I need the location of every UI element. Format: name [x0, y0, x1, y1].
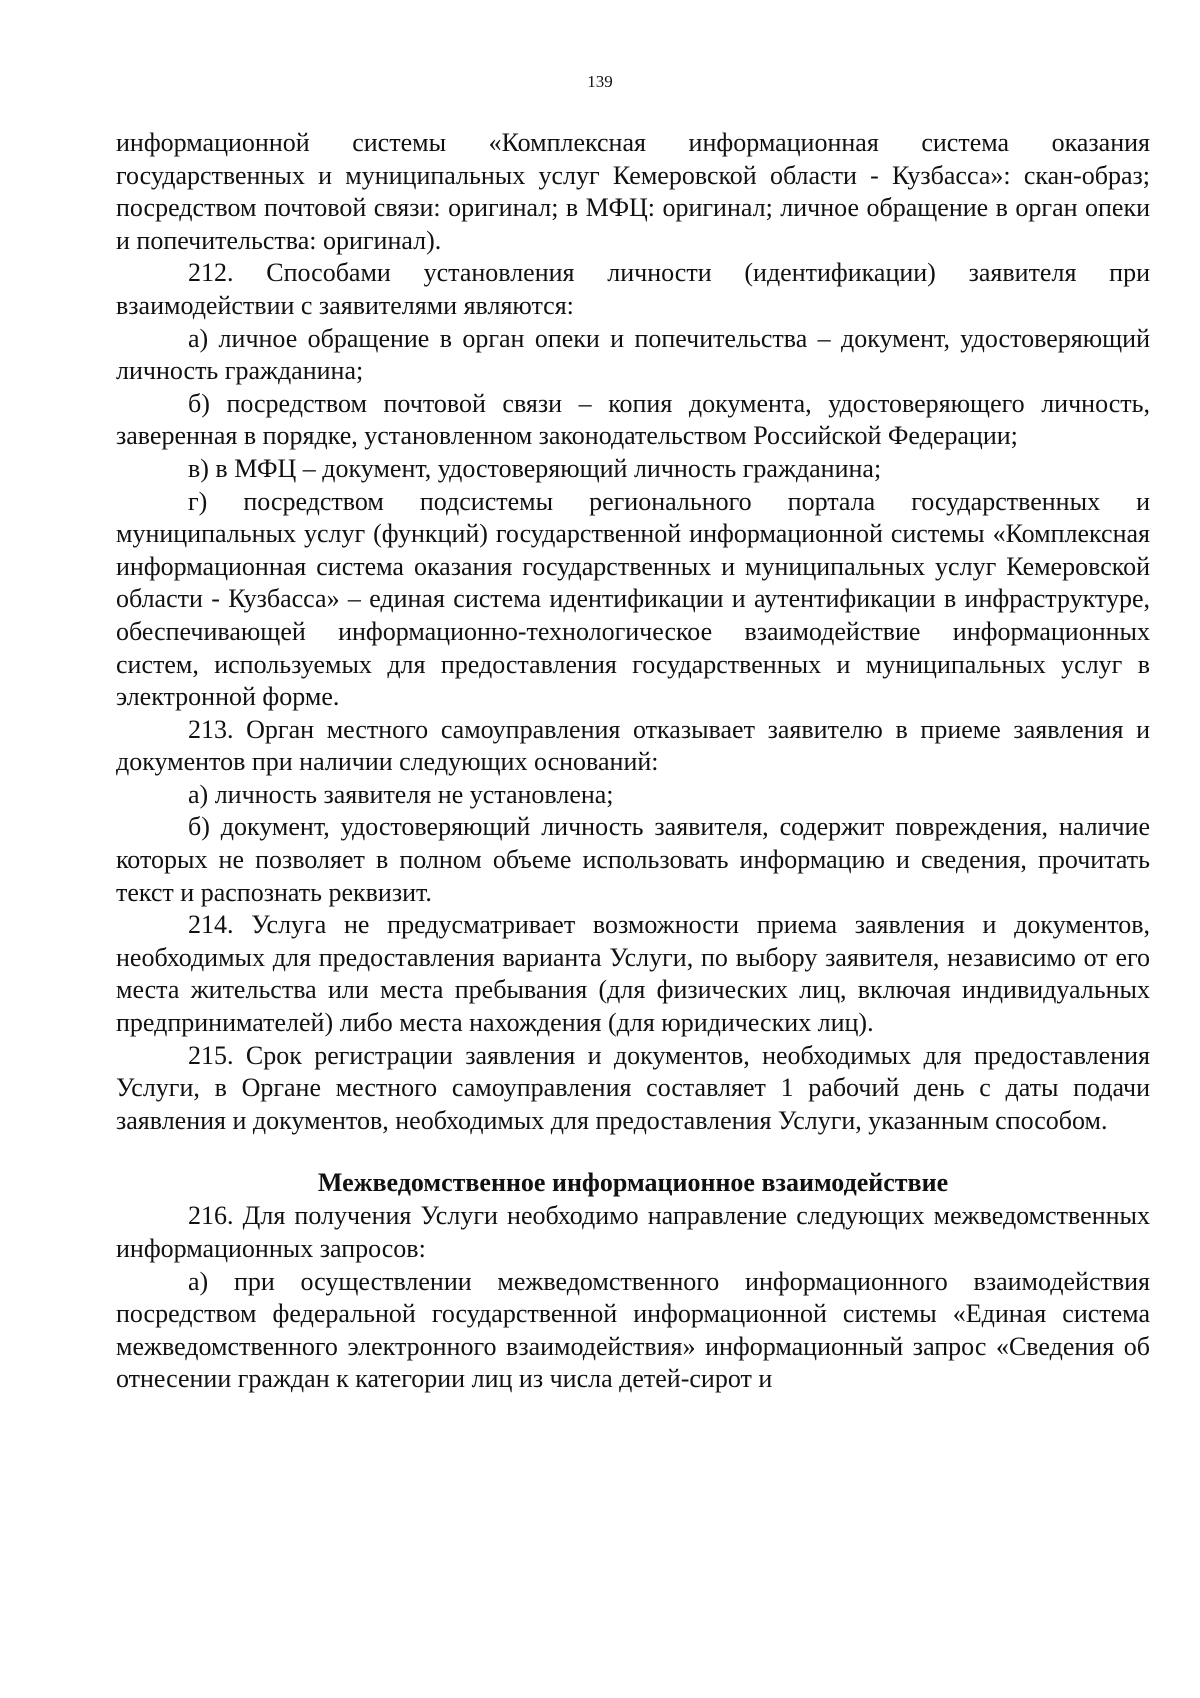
paragraph-continuation: информационной системы «Комплексная информационная система оказания государственных и муниципальных услуг Кемеровской области - Кузбасса»: скан-образ; посредством почтовой связи: оригинал; в МФЦ: оригинал; личное обращение в орган опеки и попечительства: оригинал). — [116, 128, 1150, 255]
page-number: 139 — [587, 72, 613, 91]
paragraph-213-a: а) личность заявителя не установлена; — [188, 779, 614, 809]
page-body — [116, 127, 1150, 1396]
paragraph-212-b: б) посредством почтовой связи – копия документа, удостоверяющего личность, заверенная в порядке, установленном законодательством Российской Федерации; — [116, 388, 1150, 451]
paragraph-212-v: в) в МФЦ – документ, удостоверяющий личность гражданина; — [188, 453, 882, 483]
paragraph-213: 213. Орган местного самоуправления отказывает заявителю в приеме заявления и документов при наличии следующих оснований: — [116, 714, 1150, 777]
paragraph-212-a: а) личное обращение в орган опеки и попечительства – документ, удостоверяющий личность гражданина; — [116, 323, 1150, 386]
paragraph-216-a: а) при осуществлении межведомственного информационного взаимодействия посредством федеральной государственной информационной системы «Единая система межведомственного электронного взаимодействия» информационный запрос «Сведения об отнесении граждан к категории лиц из числа детей-сирот и — [116, 1266, 1150, 1394]
paragraph-212-g: г) посредством подсистемы регионального портала государственных и муниципальных услуг (функций) государственной информационной системы «Комплексная информационная система оказания государственных и муниципальных услуг Кемеровской области - Кузбасса» – единая система идентификации и аутентификации в инфраструктуре, обеспечивающей информационно-технологическое взаимодействие информационных систем, используемых для предоставления государственных и муниципальных услуг в электронной форме. — [116, 486, 1150, 712]
section-heading: Межведомственное информационное взаимодействие — [317, 1168, 949, 1198]
paragraph-213-b: б) документ, удостоверяющий личность заявителя, содержит повреждения, наличие которых не позволяет в полном объеме использовать информацию и сведения, прочитать текст и распознать реквизит. — [116, 812, 1150, 907]
paragraph-212: 212. Способами установления личности (идентификации) заявителя при взаимодействии с заявителями являются: — [116, 258, 1150, 320]
paragraph-214: 214. Услуга не предусматривает возможности приема заявления и документов, необходимых для предоставления варианта Услуги, по выбору заявителя, независимо от его места жительства или места пребывания (для физических лиц, включая индивидуальных предпринимателей) либо места нахождения (для юридических лиц). — [116, 910, 1150, 1038]
paragraph-216: 216. Для получения Услуги необходимо направление следующих межведомственных информационных запросов: — [116, 1201, 1150, 1263]
paragraph-215: 215. Срок регистрации заявления и документов, необходимых для предоставления Услуги, в Органе местного самоуправления составляет 1 рабочий день с даты подачи заявления и документов, необходимых для предоставления Услуги, указанным способом. — [116, 1040, 1150, 1135]
